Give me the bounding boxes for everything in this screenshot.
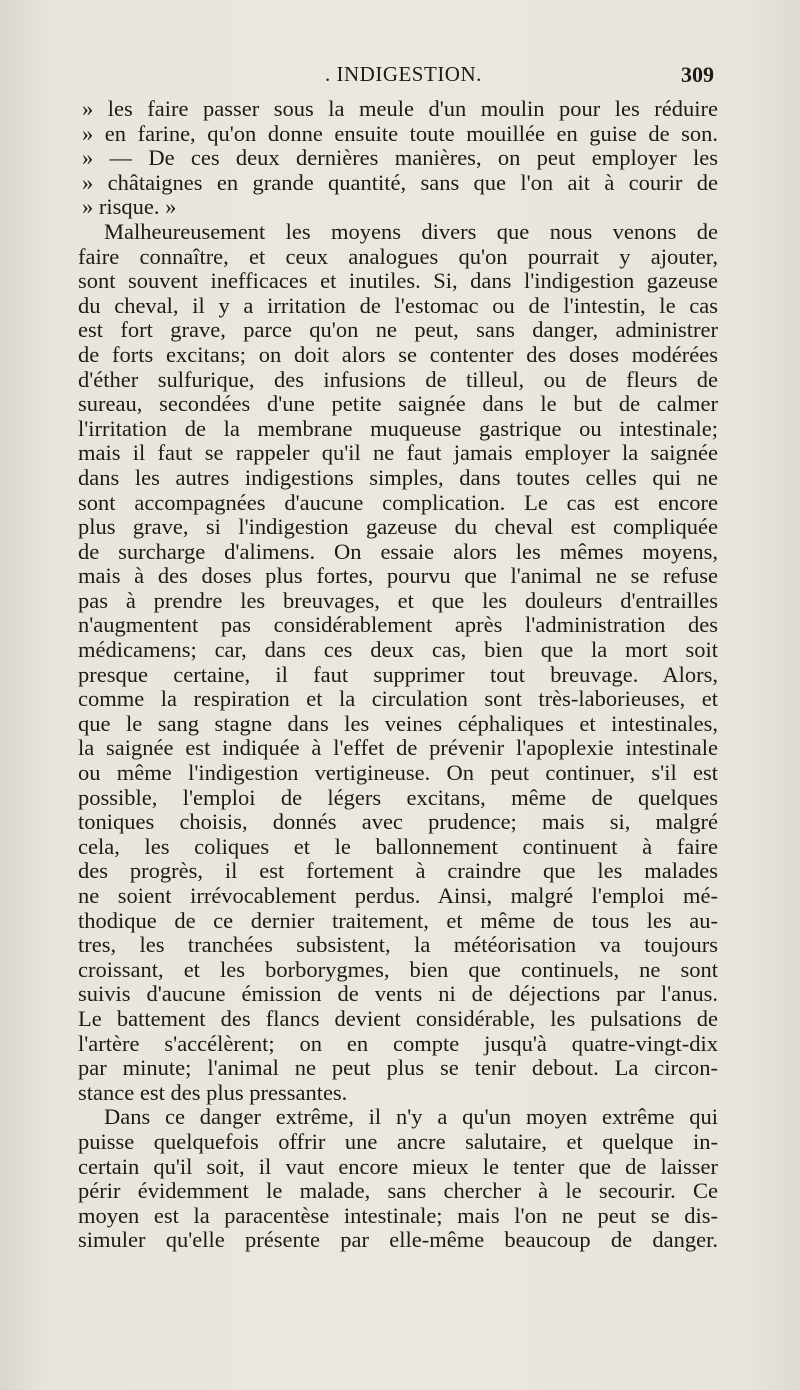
text-line: de forts excitans; on doit alors se contenter des doses modérées [78, 342, 718, 367]
text-line: simuler qu'elle présente par elle-même beaucoup de danger. [78, 1228, 718, 1253]
text-line: » châtaignes en grande quantité, sans que l'on ait à courir de [82, 170, 718, 195]
text-line: comme la respiration et la circulation sont très-laborieuses, et [78, 687, 718, 712]
text-line: sont accompagnées d'aucune complication. Le cas est encore [78, 490, 718, 515]
text-line: l'artère s'accélèrent; on en compte jusqu'à quatre-vingt-dix [78, 1031, 718, 1056]
text-line: ne soient irrévocablement perdus. Ainsi, malgré l'emploi mé- [78, 884, 718, 908]
text-line: d'éther sulfurique, des infusions de tilleul, ou de fleurs de [78, 367, 718, 392]
text-line: sont souvent inefficaces et inutiles. Si, dans l'indigestion gazeuse [78, 269, 718, 294]
text-line: toniques choisis, donnés avec prudence; mais si, malgré [78, 810, 718, 835]
text-line: cela, les coliques et le ballonnement continuent à faire [78, 834, 718, 859]
text-line: moyen est la paracentèse intestinale; mais l'on ne peut se dis- [78, 1203, 718, 1228]
text-line: » risque. » [82, 195, 177, 220]
text-line: thodique de ce dernier traitement, et même de tous les au- [78, 908, 718, 933]
running-title: . INDIGESTION. [325, 62, 482, 86]
text-line: Dans ce danger extrême, il n'y a qu'un moyen extrême qui [104, 1105, 718, 1130]
text-line: ou même l'indigestion vertigineuse. On peut continuer, s'il est [78, 761, 718, 786]
text-line: la saignée est indiquée à l'effet de prévenir l'apoplexie intestinale [78, 736, 718, 761]
text-line: certain qu'il soit, il vaut encore mieux le tenter que de laisser [78, 1154, 718, 1179]
page-number: 309 [681, 62, 714, 87]
text-line: » les faire passer sous la meule d'un moulin pour les réduire [82, 97, 718, 121]
text-line: médicamens; car, dans ces deux cas, bien que la mort soit [78, 638, 718, 663]
text-line: stance est des plus pressantes. [78, 1080, 348, 1105]
text-line: faire connaître, et ceux analogues qu'on pourrait y ajouter, [78, 244, 718, 269]
text-line: croissant, et les borborygmes, bien que continuels, ne sont [78, 957, 718, 982]
text-line: Le battement des flancs devient considérable, les pulsations de [78, 1006, 718, 1031]
text-line: n'augmentent pas considérablement après l'administration des [78, 613, 718, 638]
text-line: plus grave, si l'indigestion gazeuse du cheval est compliquée [78, 515, 718, 540]
body-text [78, 97, 718, 1253]
text-line: » — De ces deux dernières manières, on peut employer les [82, 146, 718, 171]
text-line: suivis d'aucune émission de vents ni de déjections par l'anus. [78, 982, 718, 1007]
text-line: du cheval, il y a irritation de l'estomac ou de l'intestin, le cas [78, 293, 718, 318]
text-line: par minute; l'animal ne peut plus se tenir debout. La circon- [78, 1056, 718, 1081]
text-line: de surcharge d'alimens. On essaie alors les mêmes moyens, [78, 539, 718, 564]
text-line: mais il faut se rappeler qu'il ne faut jamais employer la saignée [78, 441, 718, 466]
text-line: puisse quelquefois offrir une ancre salutaire, et quelque in- [78, 1129, 718, 1154]
text-line: des progrès, il est fortement à craindre que les malades [78, 859, 718, 884]
text-line: est fort grave, parce qu'on ne peut, sans danger, administrer [78, 318, 718, 343]
text-line: presque certaine, il faut supprimer tout breuvage. Alors, [78, 662, 718, 687]
text-line: l'irritation de la membrane muqueuse gastrique ou intestinale; [78, 416, 718, 441]
page-header [0, 62, 800, 92]
text-line: possible, l'emploi de légers excitans, même de quelques [78, 785, 718, 810]
text-line: périr évidemment le malade, sans chercher à le secourir. Ce [78, 1179, 718, 1204]
text-line: dans les autres indigestions simples, dans toutes celles qui ne [78, 465, 718, 490]
text-line: que le sang stagne dans les veines céphaliques et intestinales, [78, 711, 718, 736]
text-line: tres, les tranchées subsistent, la météorisation va toujours [78, 933, 718, 958]
text-line: » en farine, qu'on donne ensuite toute mouillée en guise de son. [82, 121, 718, 146]
text-line: sureau, secondées d'une petite saignée dans le but de calmer [78, 392, 718, 417]
text-line: mais à des doses plus fortes, pourvu que l'animal ne se refuse [78, 564, 718, 589]
text-line: pas à prendre les breuvages, et que les douleurs d'entrailles [78, 588, 718, 613]
text-line: Malheureusement les moyens divers que nous venons de [104, 219, 718, 244]
